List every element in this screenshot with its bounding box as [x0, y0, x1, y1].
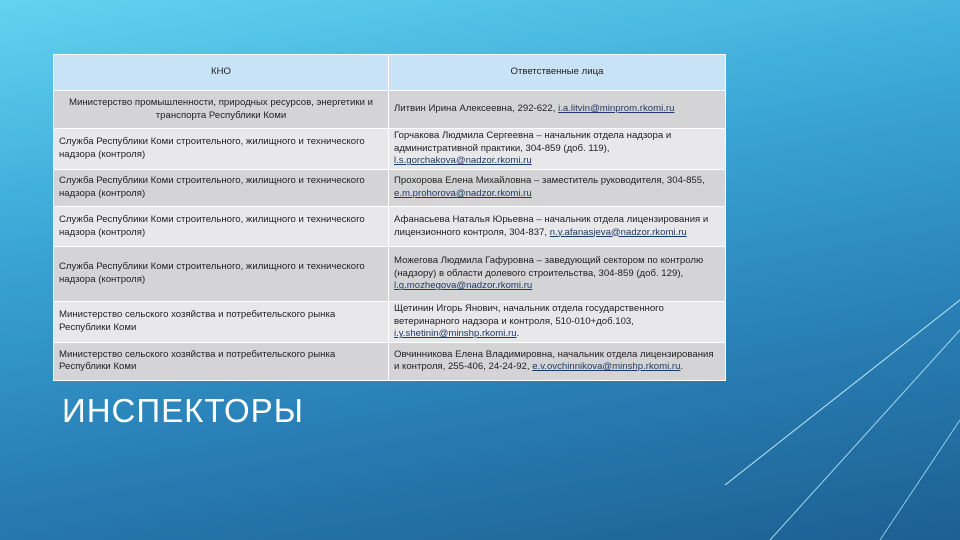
org-cell: Министерство сельского хозяйства и потребительского рынка Республики Коми	[54, 342, 389, 380]
table-row	[54, 247, 726, 302]
table-row	[54, 91, 726, 129]
email-link[interactable]: i.a.litvin@minprom.rkomi.ru	[558, 103, 675, 115]
table-row	[54, 207, 726, 247]
inspectors-table	[53, 54, 726, 381]
org-cell: Министерство промышленности, природных ресурсов, энергетики и транспорта Республики Коми	[54, 91, 389, 129]
person-text: Афанасьева Наталья Юрьевна – начальник отдела лицензирования и лицензионного контроля, 304-837,	[394, 213, 709, 238]
person-cell	[389, 207, 726, 247]
org-cell: Министерство сельского хозяйства и потребительского рынка Республики Коми	[54, 302, 389, 343]
person-cell	[389, 247, 726, 302]
person-cell	[389, 129, 726, 170]
person-cell	[389, 91, 726, 129]
person-text: Горчакова Людмила Сергеевна – начальник отдела надзора и административной практики, 304-859 (доб. 119),	[394, 130, 672, 154]
slide-title: ИНСПЕКТОРЫ	[62, 392, 304, 429]
person-cell	[389, 302, 726, 343]
person-cell	[389, 342, 726, 380]
email-link[interactable]: e.m.prohorova@nadzor.rkomi.ru	[394, 188, 532, 199]
table-row	[54, 170, 726, 207]
email-link[interactable]: l.g.mozhegova@nadzor.rkomi.ru	[394, 280, 533, 292]
tail-text: .	[516, 328, 520, 340]
table-row	[54, 129, 726, 170]
email-link[interactable]: i.y.shetinin@minshp.rkomi.ru	[394, 328, 517, 340]
org-cell: Служба Республики Коми строительного, жилищного и технического надзора (контроля)	[54, 247, 389, 302]
person-text: Прохорова Елена Михайловна – заместитель руководителя, 304-855,	[394, 175, 705, 187]
tail-text: .	[680, 361, 684, 373]
org-cell: Служба Республики Коми строительного, жилищного и технического надзора (контроля)	[54, 170, 389, 207]
org-cell: Служба Республики Коми строительного, жилищного и технического надзора (контроля)	[54, 129, 389, 170]
org-cell: Служба Республики Коми строительного, жилищного и технического надзора (контроля)	[54, 207, 389, 247]
email-link[interactable]: l.s.gorchakova@nadzor.rkomi.ru	[394, 155, 532, 167]
table-row	[54, 342, 726, 380]
email-link[interactable]: e.v.ovchinnikova@minshp.rkomi.ru	[532, 361, 681, 373]
header-responsible: Ответственные лица	[389, 55, 726, 91]
table-row	[54, 302, 726, 343]
person-cell	[389, 170, 726, 207]
person-text: Можегова Людмила Гафуровна – заведующий сектором по контролю (надзору) в области долевого строительства, 304-859 (доб. 129),	[394, 255, 704, 279]
email-link[interactable]: n.y.afanasjeva@nadzor.rkomi.ru	[549, 226, 687, 238]
person-text: Литвин Ирина Алексеевна, 292-622,	[394, 103, 559, 115]
person-text: Овчинникова Елена Владимировна, начальник отдела лицензирования и контроля, 255-406, 24-24-92,	[394, 348, 714, 373]
person-text: Щетинин Игорь Янович, начальник отдела государственного ветеринарного надзора и контроля, 510-010+доб.103,	[394, 303, 664, 327]
header-kno: КНО	[54, 55, 389, 91]
